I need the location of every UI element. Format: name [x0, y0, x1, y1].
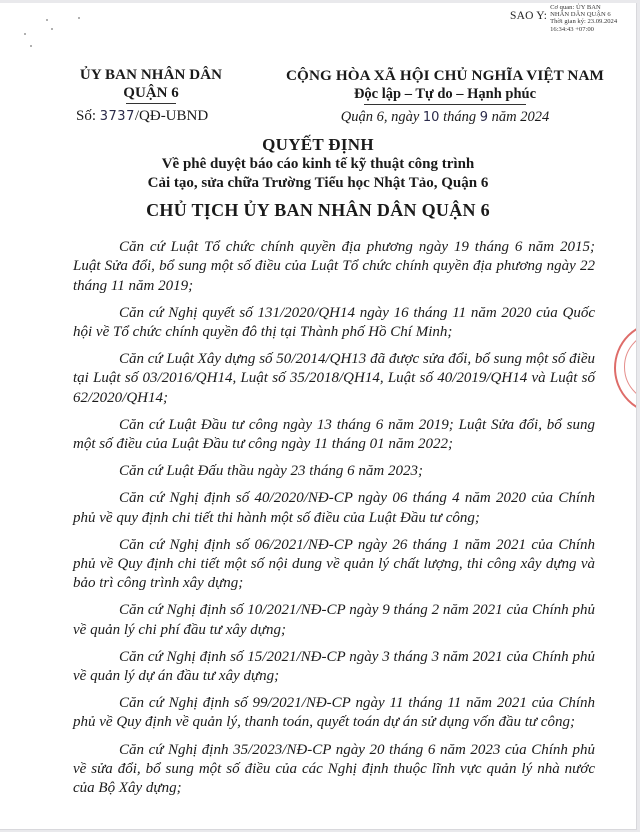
copy-stamp-details: [550, 4, 617, 33]
legal-basis-paragraph: Căn cứ Luật Đấu thầu ngày 23 tháng 6 năm 2023;: [119, 463, 424, 480]
legal-basis-paragraph: Căn cứ Nghị định 35/2023/NĐ-CP ngày 20 tháng 6 năm 2023 của Chính phủ về sửa đổi, bổ sung một số điều của các Nghị định thuộc lĩnh vực quản lý nhà nước của Bộ Xây dựng;: [73, 741, 595, 797]
org-underline: [126, 103, 176, 104]
nation-name: CỘNG HÒA XÃ HỘI CHỦ NGHĨA VIỆT NAM: [285, 67, 604, 84]
date-prefix: Quận 6, ngày: [340, 109, 420, 125]
subject-line-2: Cải tạo, sửa chữa Trường Tiểu học Nhật Tảo, Quận 6: [147, 175, 489, 191]
seal-inner-ring: [624, 331, 637, 403]
copy-stamp-label: SAO Y:: [510, 10, 548, 22]
issuing-authority-title: CHỦ TỊCH ỦY BAN NHÂN DÂN QUẬN 6: [146, 200, 490, 220]
red-official-seal-icon: [614, 321, 637, 415]
decision-title-block: [0, 135, 636, 221]
stamp-agency-line1: Cơ quan: ỦY BAN: [550, 4, 601, 11]
legal-basis-paragraph: Căn cứ Nghị định số 10/2021/NĐ-CP ngày 9 tháng 2 năm 2021 của Chính phủ về quản lý chi phí đầu tư xây dựng;: [73, 602, 595, 638]
document-number: [76, 108, 276, 125]
subject-line-1: Về phê duyệt báo cáo kinh tế kỹ thuật công trình: [161, 156, 475, 172]
legal-basis-paragraph: Căn cứ Nghị định số 99/2021/NĐ-CP ngày 11 tháng 11 năm 2021 của Chính phủ về Quy định về quản lý, thanh toán, quyết toán dự án sử dụng vốn đầu tư công;: [73, 695, 595, 731]
legal-basis-paragraph: Căn cứ Luật Xây dựng số 50/2014/QH13 đã được sửa đổi, bổ sung một số điều tại Luật số 03/2016/QH14, Luật số 35/2018/QH14, Luật số 40/2019/QH14 và Luật số 62/2020/QH14;: [73, 351, 595, 406]
document-type-title: QUYẾT ĐỊNH: [262, 135, 374, 154]
document-page: [0, 3, 637, 830]
legal-basis-paragraph: Căn cứ Nghị định số 06/2021/NĐ-CP ngày 26 tháng 1 năm 2021 của Chính phủ về Quy định chi tiết một số nội dung về quản lý chất lượng, thi công xây dựng và bảo trì công trình xây dựng;: [73, 536, 595, 592]
legal-basis-paragraph: Căn cứ Nghị định số 15/2021/NĐ-CP ngày 3 tháng 3 năm 2021 của Chính phủ về quản lý dự án đầu tư xây dựng;: [73, 648, 595, 685]
org-name: ỦY BAN NHÂN DÂN: [79, 67, 223, 83]
motto-underline: [364, 104, 526, 105]
national-header: [275, 67, 615, 126]
date-year: năm 2024: [491, 109, 550, 125]
stamp-agency-line2: NHÂN DÂN QUẬN 6: [550, 11, 611, 19]
copy-signature-stamp: [510, 4, 617, 33]
stamp-sign-clock: 16:34:43 +07:00: [550, 25, 594, 33]
doc-number-prefix: Số:: [76, 108, 97, 124]
stamp-sign-time: Thời gian ký: 23.09.2024: [550, 18, 618, 26]
issue-date: [275, 109, 615, 126]
legal-basis-paragraph: Căn cứ Luật Đầu tư công ngày 13 tháng 6 năm 2019; Luật Sửa đổi, bổ sung một số điều của Luật Đầu tư công ngày 11 tháng 01 năm 2022;: [73, 416, 595, 453]
legal-basis-paragraph: Căn cứ Luật Tổ chức chính quyền địa phương ngày 19 tháng 6 năm 2015; Luật Sửa đổi, bổ sung một số điều của Luật Tổ chức chính quyền địa phương ngày 22 tháng 11 năm 2019;: [73, 239, 595, 294]
date-day-handwritten: 10: [422, 110, 440, 125]
legal-basis-paragraph: Căn cứ Nghị quyết số 131/2020/QH14 ngày 16 tháng 11 năm 2020 của Quốc hội về Tổ chức chính quyền đô thị tại Thành phố Hồ Chí Minh;: [73, 304, 595, 340]
legal-basis-paragraph: Căn cứ Nghị định số 40/2020/NĐ-CP ngày 06 tháng 4 năm 2020 của Chính phủ về quy định chi tiết thi hành một số điều của Luật Đầu tư công;: [73, 490, 595, 526]
legal-basis-section: [73, 238, 595, 806]
date-month-handwritten: 9: [479, 110, 489, 125]
issuing-authority-header: [76, 67, 276, 125]
doc-number-handwritten: 3737: [99, 109, 135, 124]
org-district: QUẬN 6: [123, 85, 179, 101]
doc-number-suffix: /QĐ-UBND: [134, 108, 209, 124]
date-month-label: tháng: [443, 109, 477, 125]
national-motto: Độc lập – Tự do – Hạnh phúc: [353, 86, 537, 102]
